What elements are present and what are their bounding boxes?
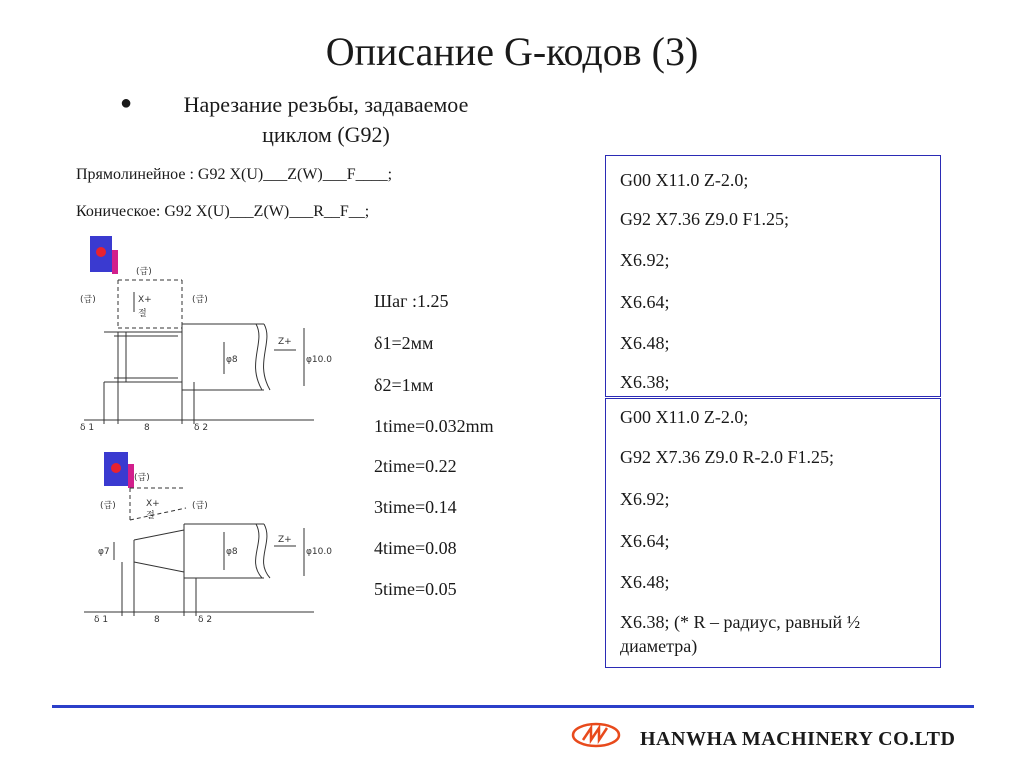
dim-label-2: (급) — [100, 501, 116, 511]
len-label: 8 — [154, 615, 160, 625]
phi8-label: φ8 — [226, 547, 238, 557]
len-label: 8 — [144, 423, 150, 433]
tool-insert — [111, 463, 121, 473]
program2-line-6: X6.38; (* R – радиус, равный ½ диаметра) — [620, 612, 861, 656]
phi10-label: φ10.0 — [306, 355, 332, 365]
format-straight: Прямолинейное : G92 X(U)___Z(W)___F____; — [76, 166, 393, 183]
dim-label-2: (급) — [80, 295, 96, 305]
taper-thread-diagram — [74, 450, 332, 630]
format-taper: Коническое: G92 X(U)___Z(W)___R__F__; — [76, 203, 370, 220]
param-time-5: 5time=0.05 — [374, 579, 457, 599]
program1-line-3: X6.92; — [620, 250, 670, 270]
program-box-straight — [605, 155, 941, 397]
straight-thread-diagram — [74, 232, 332, 433]
program2-line-1: G00 X11.0 Z-2.0; — [620, 407, 749, 427]
program1-line-5: X6.48; — [620, 333, 670, 353]
page-title: Описание G-кодов (3) — [325, 29, 699, 74]
feed-char: 절 — [138, 309, 147, 319]
param-delta1: δ1=2мм — [374, 333, 434, 353]
program2-line-3: X6.92; — [620, 489, 670, 509]
phi10-label: φ10.0 — [306, 547, 332, 557]
company-logo-icon — [571, 722, 621, 748]
program1-line-4: X6.64; — [620, 292, 670, 312]
program1-line-2: G92 X7.36 Z9.0 F1.25; — [620, 209, 790, 229]
program1-line-1: G00 X11.0 Z-2.0; — [620, 170, 749, 190]
dim-label-1: (급) — [134, 473, 150, 483]
feed-char: 절 — [146, 511, 155, 521]
bullet-icon: ● — [120, 92, 133, 114]
bullet-text — [146, 90, 506, 150]
d2-label: δ 2 — [198, 615, 213, 625]
x-axis-label: X+ — [146, 499, 160, 509]
bullet-line-1: Нарезание резьбы, задаваемое — [183, 92, 469, 117]
phi7-label: φ7 — [98, 547, 110, 557]
phi8-label: φ8 — [226, 355, 238, 365]
dim-label-3: (급) — [192, 295, 208, 305]
dim-label-3: (급) — [192, 501, 208, 511]
company-name: HANWHA MACHINERY CO.LTD — [640, 728, 956, 750]
x-axis-label: X+ — [138, 295, 152, 305]
dim-label-1: (급) — [136, 267, 152, 277]
footer-divider — [52, 705, 974, 708]
param-pitch: Шаг :1.25 — [374, 291, 449, 311]
z-axis-label: Z+ — [278, 535, 292, 545]
tool-insert — [96, 247, 106, 257]
bullet-line-2: циклом (G92) — [262, 122, 390, 147]
param-delta2: δ2=1мм — [374, 375, 434, 395]
d2-label: δ 2 — [194, 423, 209, 433]
param-time-4: 4time=0.08 — [374, 538, 457, 558]
program2-line-4: X6.64; — [620, 531, 670, 551]
param-time-2: 2time=0.22 — [374, 456, 457, 476]
program1-line-6: X6.38; — [620, 372, 670, 392]
z-axis-label: Z+ — [278, 337, 292, 347]
program2-line-5: X6.48; — [620, 572, 670, 592]
param-time-1: 1time=0.032mm — [374, 416, 494, 436]
program2-line-2: G92 X7.36 Z9.0 R-2.0 F1.25; — [620, 447, 835, 467]
d1-label: δ 1 — [80, 423, 95, 433]
param-time-3: 3time=0.14 — [374, 497, 457, 517]
d1-label: δ 1 — [94, 615, 109, 625]
